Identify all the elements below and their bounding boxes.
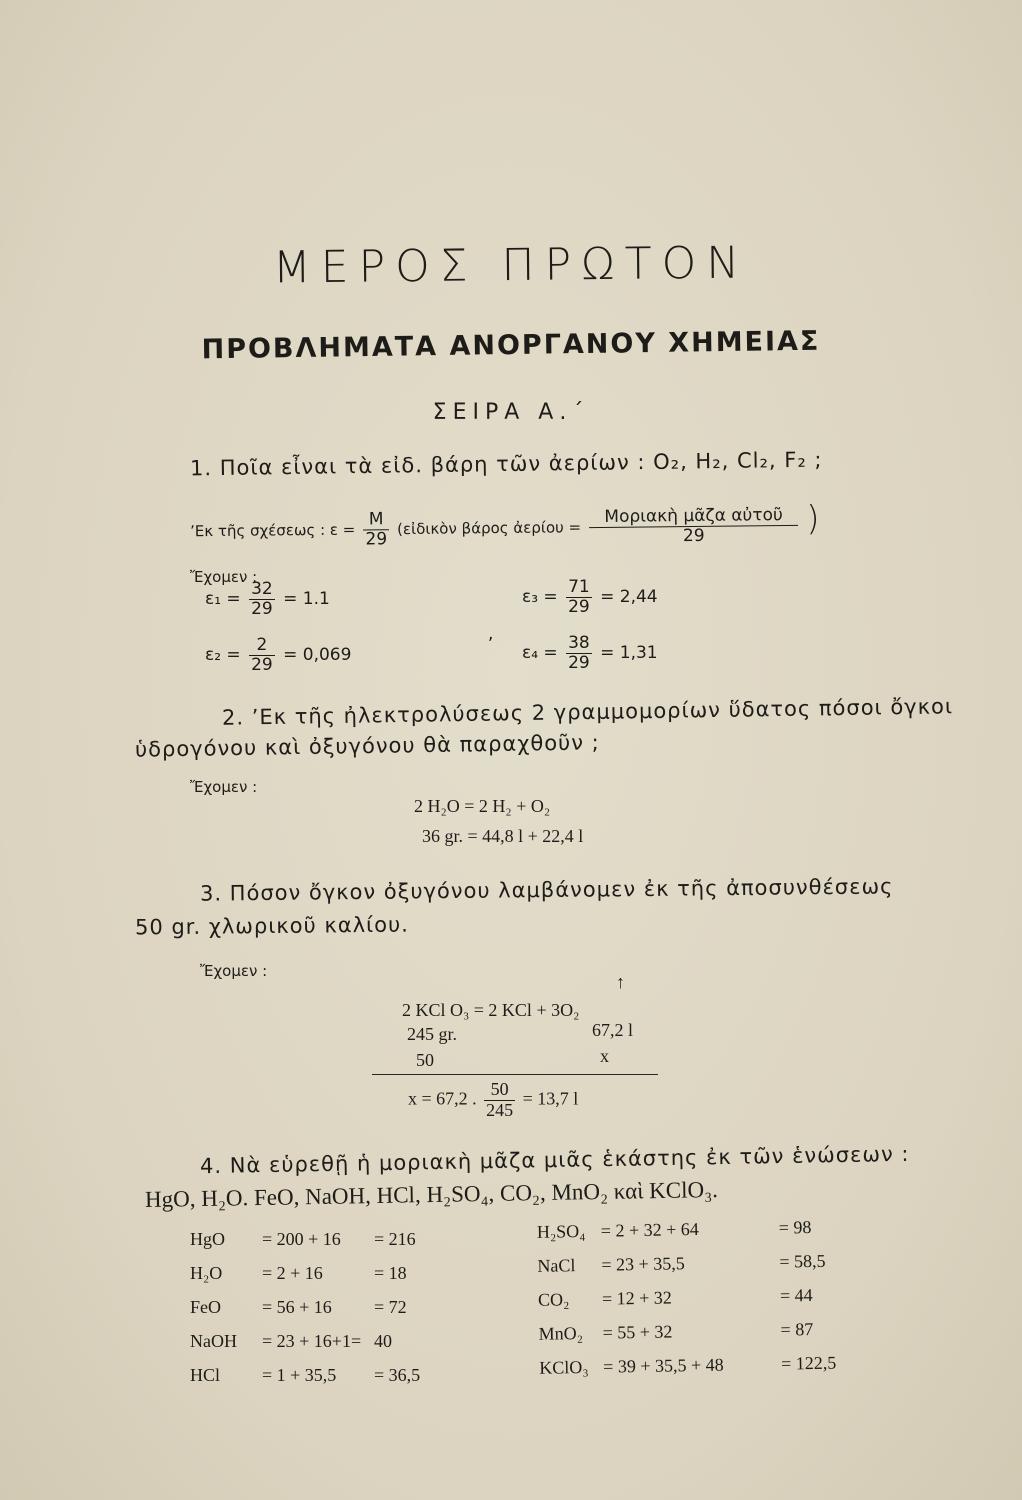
- relation-den-2: 29: [589, 525, 798, 547]
- relation-close: ): [806, 498, 820, 539]
- compound-formula: MnO₂: [538, 1322, 584, 1344]
- compound-formula: HgO: [190, 1228, 225, 1249]
- eps-1-num: 32: [251, 579, 273, 599]
- eps-comma: ,: [488, 624, 494, 644]
- problem-3-have: Ἔχομεν :: [200, 962, 268, 980]
- compound-sum: = 23 + 35,5: [601, 1252, 685, 1275]
- problem-3-equation: 2 KCl O₃ = 2 KCl + 3O₂: [402, 1000, 580, 1020]
- compound-sum: = 1 + 35,5: [262, 1364, 337, 1385]
- series-title: ΣΕΙΡΑ Α.΄: [432, 400, 590, 425]
- eps-1-den: 29: [251, 598, 273, 619]
- result-den: 245: [486, 1099, 514, 1120]
- compound-formula: FeO: [190, 1296, 221, 1317]
- problem-1-question: 1. Ποῖα εἶναι τὰ εἰδ. βάρη τῶν ἀερίων : O₂, H₂, Cl₂, F₂ ;: [189, 447, 823, 481]
- oxygen-arrow: ↑: [616, 972, 625, 992]
- problem-3-rule: [372, 1074, 658, 1075]
- relation-fraction: [363, 511, 389, 550]
- compound-sum: = 56 + 16: [262, 1296, 332, 1317]
- compound-formula: HCl: [190, 1364, 221, 1385]
- compound-formula: KClO₃: [539, 1356, 589, 1378]
- compound-sum: = 23 + 16+1=: [262, 1330, 362, 1351]
- eps-2-rhs: = 0,069: [283, 645, 352, 666]
- right-compound-table: [537, 1209, 862, 1385]
- compound-mass: 40: [374, 1330, 392, 1351]
- compound-sum: = 12 + 32: [601, 1286, 672, 1309]
- eps-4-num: 38: [568, 633, 590, 653]
- compound-mass: = 216: [374, 1228, 416, 1249]
- result-num: 50: [490, 1079, 509, 1099]
- problem-1-have: Ἔχομεν :: [190, 568, 258, 586]
- compound-row: [537, 1209, 860, 1249]
- eps-2: [205, 636, 351, 674]
- compound-sum: = 200 + 16: [262, 1228, 341, 1249]
- compound-row: [190, 1222, 454, 1256]
- compound-row: [539, 1345, 862, 1385]
- eps-3-fraction: [566, 578, 592, 616]
- eps-3-num: 71: [568, 577, 590, 597]
- compound-row: [190, 1256, 454, 1290]
- compound-row: [538, 1277, 861, 1317]
- problem-4-line-2: HgO, H₂O. FeO, NaOH, HCl, H₂SO₄, CO₂, MnO₂ καὶ KClO₃.: [144, 1177, 719, 1212]
- problem-2-have: Ἔχομεν :: [190, 778, 258, 796]
- problem-1-relation: [190, 499, 820, 551]
- eps-4-lhs: ε₄ =: [522, 643, 558, 664]
- relation-num: M: [368, 509, 384, 530]
- problem-3-line-2: 50 gr. χλωρικοῦ καλίου.: [134, 912, 409, 940]
- compound-mass: = 58,5: [779, 1250, 826, 1272]
- compound-mass: = 72: [374, 1296, 407, 1317]
- compound-mass: = 36,5: [374, 1364, 421, 1385]
- result-lhs: x = 67,2 .: [408, 1088, 477, 1109]
- problem-3-result: [408, 1080, 578, 1121]
- relation-mid: (εἰδικὸν βάρος ἀερίου =: [397, 518, 582, 539]
- relation-den: 29: [365, 529, 388, 550]
- problem-3-row-2-a: 245 gr.: [407, 1024, 458, 1044]
- eps-1-rhs: = 1.1: [283, 589, 330, 610]
- problem-2-line-2: ὑδρογόνου καὶ ὀξυγόνου θὰ παραχθοῦν ;: [134, 730, 600, 762]
- left-compound-table: [190, 1222, 454, 1392]
- eps-1-lhs: ε₁ =: [205, 589, 241, 610]
- problem-2-masses: 36 gr. = 44,8 l + 22,4 l: [422, 826, 584, 846]
- result-rhs: = 13,7 l: [522, 1088, 579, 1109]
- compound-formula: CO₂: [537, 1288, 570, 1310]
- eps-4-den: 29: [568, 652, 590, 673]
- problem-2-equation: 2 H₂O = 2 H₂ + O₂: [414, 796, 551, 816]
- eps-3: [522, 578, 658, 616]
- part-title: ΜΕΡΟΣ ΠΡΩΤΟΝ: [272, 237, 750, 294]
- compound-row: [538, 1311, 861, 1351]
- relation-fraction-2: [589, 506, 798, 547]
- compound-row: [190, 1358, 454, 1392]
- compound-sum: = 55 + 32: [602, 1320, 673, 1343]
- compound-sum: = 39 + 35,5 + 48: [603, 1354, 724, 1377]
- eps-4-rhs: = 1,31: [600, 643, 658, 664]
- result-fraction: [484, 1080, 515, 1121]
- compound-mass: = 87: [780, 1318, 814, 1340]
- eps-4-fraction: [566, 634, 592, 672]
- problem-3-row-2-b: 67,2 l: [592, 1020, 634, 1040]
- eps-3-rhs: = 2,44: [600, 587, 658, 608]
- compound-sum: = 2 + 32 + 64: [600, 1218, 699, 1241]
- problem-3-line-1: 3. Πόσον ὄγκον ὀξυγόνου λαμβάνομεν ἐκ τῆς ἀποσυνθέσεως: [199, 874, 894, 906]
- eps-2-fraction: [249, 636, 275, 674]
- compound-formula: NaOH: [190, 1330, 237, 1351]
- problem-3-row-3-b: x: [600, 1046, 609, 1066]
- eps-2-num: 2: [256, 635, 268, 655]
- compound-mass: = 98: [778, 1216, 812, 1238]
- eps-4: [522, 634, 658, 672]
- compound-row: [190, 1290, 454, 1324]
- problem-2-line-1: 2. ’Εκ τῆς ἠλεκτρολύσεως 2 γραμμομορίων ὕδατος πόσοι ὄγκοι: [221, 694, 954, 730]
- eps-3-den: 29: [568, 596, 590, 617]
- compound-mass: = 44: [779, 1284, 813, 1306]
- compound-mass: = 122,5: [780, 1352, 837, 1374]
- eps-3-lhs: ε₃ =: [522, 587, 558, 608]
- problem-4-line-1: 4. Νὰ εὑρεθῇ ἡ μοριακὴ μᾶζα μιᾶς ἑκάστης ἐκ τῶν ἑνώσεων :: [199, 1141, 910, 1179]
- eps-2-den: 29: [251, 654, 273, 675]
- eps-1: [205, 580, 330, 618]
- compound-formula: NaCl: [537, 1254, 576, 1276]
- compound-mass: = 18: [374, 1262, 407, 1283]
- compound-row: [190, 1324, 454, 1358]
- relation-num-2: Μοριακὴ μᾶζα αὐτοῦ: [604, 505, 783, 528]
- compound-formula: H₂SO₄: [536, 1220, 586, 1242]
- compound-row: [537, 1243, 860, 1283]
- problem-3-row-3-a: 50: [416, 1050, 434, 1070]
- compound-formula: H₂O: [190, 1262, 223, 1283]
- section-title: ΠΡΟΒΛΗΜΑΤΑ ΑΝΟΡΓΑΝΟΥ ΧΗΜΕΙΑΣ: [201, 325, 821, 366]
- compound-sum: = 2 + 16: [262, 1262, 323, 1283]
- relation-prefix: ’Εκ τῆς σχέσεως : ε =: [189, 520, 356, 541]
- eps-1-fraction: [249, 580, 275, 618]
- eps-2-lhs: ε₂ =: [205, 645, 241, 666]
